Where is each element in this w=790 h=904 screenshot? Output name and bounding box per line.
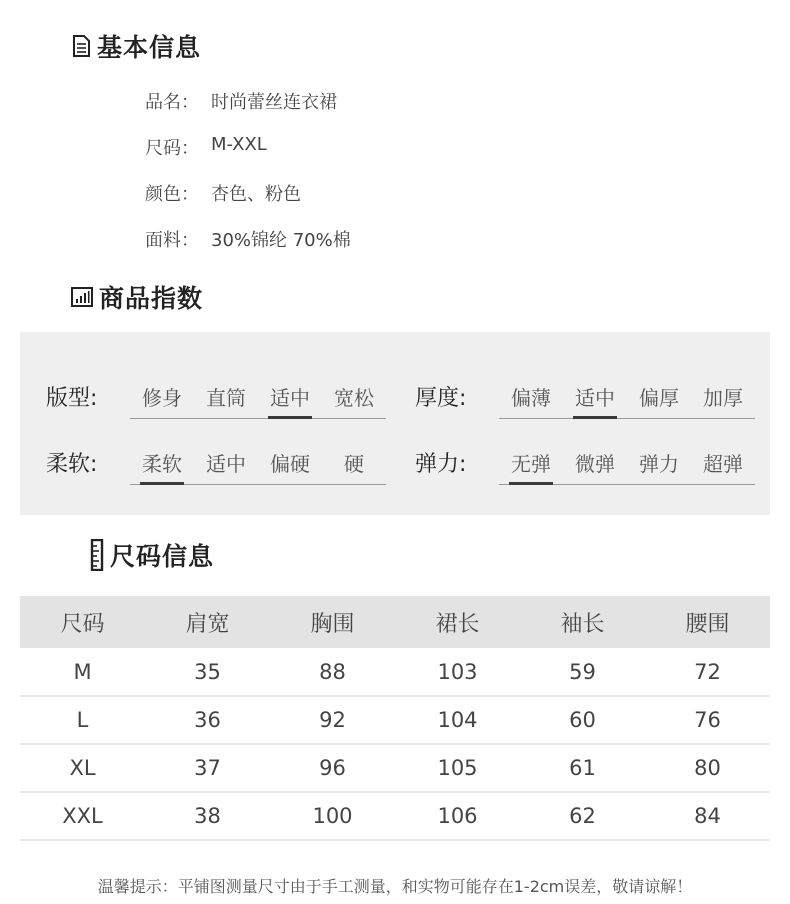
index-label: 弹力:	[415, 452, 467, 477]
ruler-icon	[90, 539, 104, 571]
table-cell: 61	[520, 744, 645, 792]
info-value: M-XXL	[211, 134, 267, 155]
table-cell: 38	[145, 792, 270, 840]
table-header: 腰围	[645, 596, 770, 648]
info-row-size	[145, 134, 351, 180]
table-row	[20, 744, 770, 792]
index-option: 直筒	[206, 386, 246, 410]
index-option: 适中	[563, 377, 627, 418]
size-info-title-text: 尺码信息	[110, 542, 215, 571]
table-cell: 84	[645, 792, 770, 840]
table-header: 裙长	[395, 596, 520, 648]
table-cell: 105	[395, 744, 520, 792]
basic-info-list	[145, 88, 351, 272]
table-cell: 36	[145, 696, 270, 744]
product-index-title	[71, 279, 203, 315]
info-label: 品名：	[145, 92, 199, 113]
index-option: 偏薄	[511, 386, 551, 410]
info-value: 时尚蕾丝连衣裙	[211, 92, 337, 113]
index-option: 宽松	[334, 386, 374, 410]
index-option: 无弹	[499, 443, 563, 484]
product-index-title-text: 商品指数	[99, 284, 204, 313]
index-group-elasticity	[415, 443, 755, 485]
index-label: 版型:	[46, 386, 98, 411]
index-option: 加厚	[703, 386, 743, 410]
product-index-panel	[20, 332, 770, 515]
table-cell: 72	[645, 648, 770, 696]
table-cell: 76	[645, 696, 770, 744]
table-cell: 92	[270, 696, 395, 744]
basic-info-title	[71, 28, 201, 64]
info-row-name	[145, 88, 351, 134]
measurement-note: 温馨提示：平铺图测量尺寸由于手工测量，和实物可能存在1-2cm误差，敬请谅解！	[97, 877, 693, 896]
table-cell: 60	[520, 696, 645, 744]
info-value: 杏色、粉色	[211, 184, 301, 205]
table-cell: 35	[145, 648, 270, 696]
table-row	[20, 648, 770, 696]
table-cell: 62	[520, 792, 645, 840]
index-option: 偏厚	[639, 386, 679, 410]
table-cell: 103	[395, 648, 520, 696]
table-cell: XL	[20, 744, 145, 792]
index-options	[130, 377, 386, 419]
index-label: 厚度:	[415, 386, 467, 411]
index-option: 适中	[258, 377, 322, 418]
table-cell: 88	[270, 648, 395, 696]
index-option: 修身	[142, 386, 182, 410]
table-cell: 106	[395, 792, 520, 840]
table-header: 胸围	[270, 596, 395, 648]
index-group-thickness	[415, 377, 755, 419]
index-option: 弹力	[639, 452, 679, 476]
table-header: 尺码	[20, 596, 145, 648]
index-options	[130, 443, 386, 485]
index-group-fit	[46, 377, 386, 419]
info-label: 颜色：	[145, 184, 199, 205]
table-header: 袖长	[520, 596, 645, 648]
table-cell: 104	[395, 696, 520, 744]
table-header: 肩宽	[145, 596, 270, 648]
table-cell: 100	[270, 792, 395, 840]
info-value: 30%锦纶 70%棉	[211, 230, 351, 251]
index-option: 适中	[206, 452, 246, 476]
info-label: 面料：	[145, 230, 199, 251]
basic-info-title-text: 基本信息	[97, 33, 202, 62]
index-options	[499, 377, 755, 419]
index-option: 微弹	[575, 452, 615, 476]
index-option: 硬	[344, 452, 364, 476]
table-row	[20, 792, 770, 840]
table-cell: L	[20, 696, 145, 744]
table-cell: M	[20, 648, 145, 696]
table-cell: 59	[520, 648, 645, 696]
index-group-softness	[46, 443, 386, 485]
table-cell: 80	[645, 744, 770, 792]
index-option: 柔软	[130, 443, 194, 484]
info-row-fabric	[145, 226, 351, 272]
size-info-title	[90, 537, 214, 573]
bar-chart-icon	[71, 287, 93, 307]
table-cell: XXL	[20, 792, 145, 840]
info-row-color	[145, 180, 351, 226]
index-option: 超弹	[703, 452, 743, 476]
index-options	[499, 443, 755, 485]
document-icon	[71, 35, 91, 57]
table-row	[20, 696, 770, 744]
index-option: 偏硬	[270, 452, 310, 476]
size-table	[20, 596, 770, 841]
table-cell: 37	[145, 744, 270, 792]
table-cell: 96	[270, 744, 395, 792]
table-header-row	[20, 596, 770, 648]
index-label: 柔软:	[46, 452, 98, 477]
info-label: 尺码：	[145, 138, 199, 159]
